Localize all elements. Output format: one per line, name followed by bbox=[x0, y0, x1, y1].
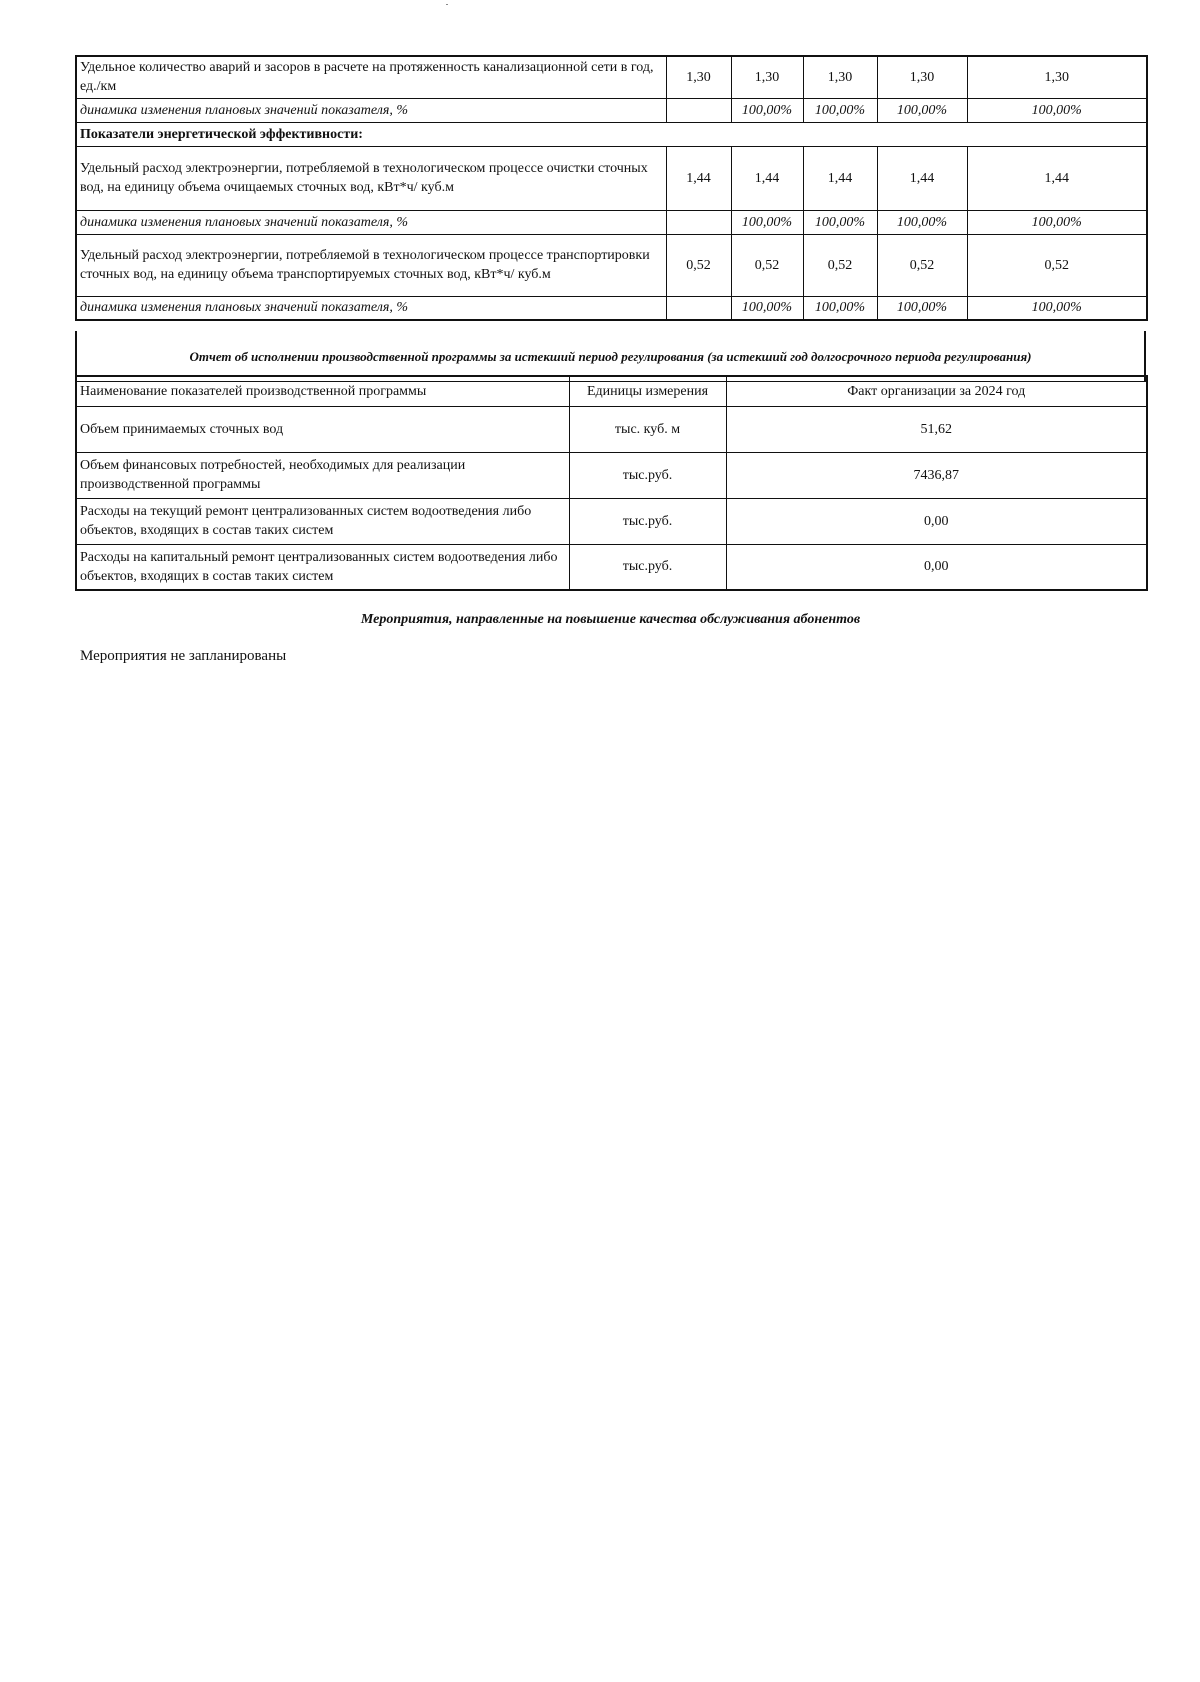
report-row-unit: тыс.руб. bbox=[569, 498, 726, 544]
table-row bbox=[76, 234, 1147, 296]
dynamics-value: 100,00% bbox=[731, 98, 803, 122]
report-row-name: Расходы на текущий ремонт централизованных систем водоотведения либо объектов, входящих в состав таких систем bbox=[76, 498, 569, 544]
indicator-label: Удельный расход электроэнергии, потребляемой в технологическом процессе транспортировки сточных вод, на единицу объема транспортируемых сточных вод, кВт*ч/ куб.м bbox=[76, 234, 666, 296]
indicators-table bbox=[75, 55, 1148, 321]
dynamics-label: динамика изменения плановых значений показателя, % bbox=[76, 210, 666, 234]
report-table bbox=[75, 375, 1148, 591]
dynamics-value bbox=[666, 296, 731, 320]
table-row bbox=[76, 406, 1147, 452]
measures-text: Мероприятия не запланированы bbox=[80, 648, 287, 664]
report-row-value: 7436,87 bbox=[726, 452, 1147, 498]
dynamics-value: 100,00% bbox=[731, 210, 803, 234]
dynamics-label: динамика изменения плановых значений показателя, % bbox=[76, 296, 666, 320]
report-row-name: Объем принимаемых сточных вод bbox=[76, 406, 569, 452]
table-row bbox=[76, 210, 1147, 234]
dynamics-value bbox=[666, 210, 731, 234]
report-row-value: 0,00 bbox=[726, 544, 1147, 590]
report-row-unit: тыс. куб. м bbox=[569, 406, 726, 452]
indicator-value: 0,52 bbox=[731, 234, 803, 296]
section-heading: Показатели энергетической эффективности: bbox=[76, 122, 1147, 146]
dynamics-label: динамика изменения плановых значений показателя, % bbox=[76, 98, 666, 122]
indicator-value: 1,30 bbox=[803, 56, 877, 98]
report-row-unit: тыс.руб. bbox=[569, 452, 726, 498]
indicator-value: 1,44 bbox=[967, 146, 1147, 210]
scan-speck bbox=[446, 4, 448, 5]
table-row bbox=[76, 146, 1147, 210]
table-row bbox=[76, 296, 1147, 320]
indicator-value: 1,44 bbox=[731, 146, 803, 210]
indicator-label: Удельное количество аварий и засоров в расчете на протяженность канализационной сети в год, ед./км bbox=[76, 56, 666, 98]
indicator-label: Удельный расход электроэнергии, потребляемой в технологическом процессе очистки сточных вод, на единицу объема очищаемых сточных вод, кВт*ч/ куб.м bbox=[76, 146, 666, 210]
dynamics-value: 100,00% bbox=[731, 296, 803, 320]
report-row-name: Расходы на капитальный ремонт централизованных систем водоотведения либо объектов, входящих в состав таких систем bbox=[76, 544, 569, 590]
indicator-value: 1,44 bbox=[877, 146, 967, 210]
dynamics-value: 100,00% bbox=[803, 210, 877, 234]
dynamics-value: 100,00% bbox=[967, 98, 1147, 122]
table-row bbox=[76, 544, 1147, 590]
indicator-value: 0,52 bbox=[877, 234, 967, 296]
table-row bbox=[76, 98, 1147, 122]
dynamics-value: 100,00% bbox=[877, 98, 967, 122]
indicator-value: 1,30 bbox=[967, 56, 1147, 98]
report-title: Отчет об исполнении производственной программы за истекший период регулирования (за истекший год долгосрочного периода регулирования) bbox=[76, 331, 1145, 382]
table-header-row bbox=[76, 376, 1147, 406]
table-row bbox=[76, 452, 1147, 498]
report-row-value: 0,00 bbox=[726, 498, 1147, 544]
indicator-value: 1,30 bbox=[731, 56, 803, 98]
dynamics-value: 100,00% bbox=[967, 210, 1147, 234]
indicator-value: 1,44 bbox=[803, 146, 877, 210]
dynamics-value: 100,00% bbox=[877, 296, 967, 320]
dynamics-value: 100,00% bbox=[803, 296, 877, 320]
indicator-value: 1,30 bbox=[877, 56, 967, 98]
indicator-value: 1,44 bbox=[666, 146, 731, 210]
measures-heading: Мероприятия, направленные на повышение качества обслуживания абонентов bbox=[360, 612, 861, 627]
indicator-value: 1,30 bbox=[666, 56, 731, 98]
column-header-unit: Единицы измерения bbox=[569, 376, 726, 406]
dynamics-value bbox=[666, 98, 731, 122]
table-row bbox=[76, 498, 1147, 544]
report-row-name: Объем финансовых потребностей, необходимых для реализации производственной программы bbox=[76, 452, 569, 498]
indicator-value: 0,52 bbox=[666, 234, 731, 296]
indicator-value: 0,52 bbox=[967, 234, 1147, 296]
column-header-fact: Факт организации за 2024 год bbox=[726, 376, 1147, 406]
table-row bbox=[76, 56, 1147, 98]
indicator-value: 0,52 bbox=[803, 234, 877, 296]
dynamics-value: 100,00% bbox=[877, 210, 967, 234]
dynamics-value: 100,00% bbox=[967, 296, 1147, 320]
report-row-unit: тыс.руб. bbox=[569, 544, 726, 590]
report-row-value: 51,62 bbox=[726, 406, 1147, 452]
dynamics-value: 100,00% bbox=[803, 98, 877, 122]
table-row bbox=[76, 122, 1147, 146]
column-header-name: Наименование показателей производственной программы bbox=[76, 376, 569, 406]
